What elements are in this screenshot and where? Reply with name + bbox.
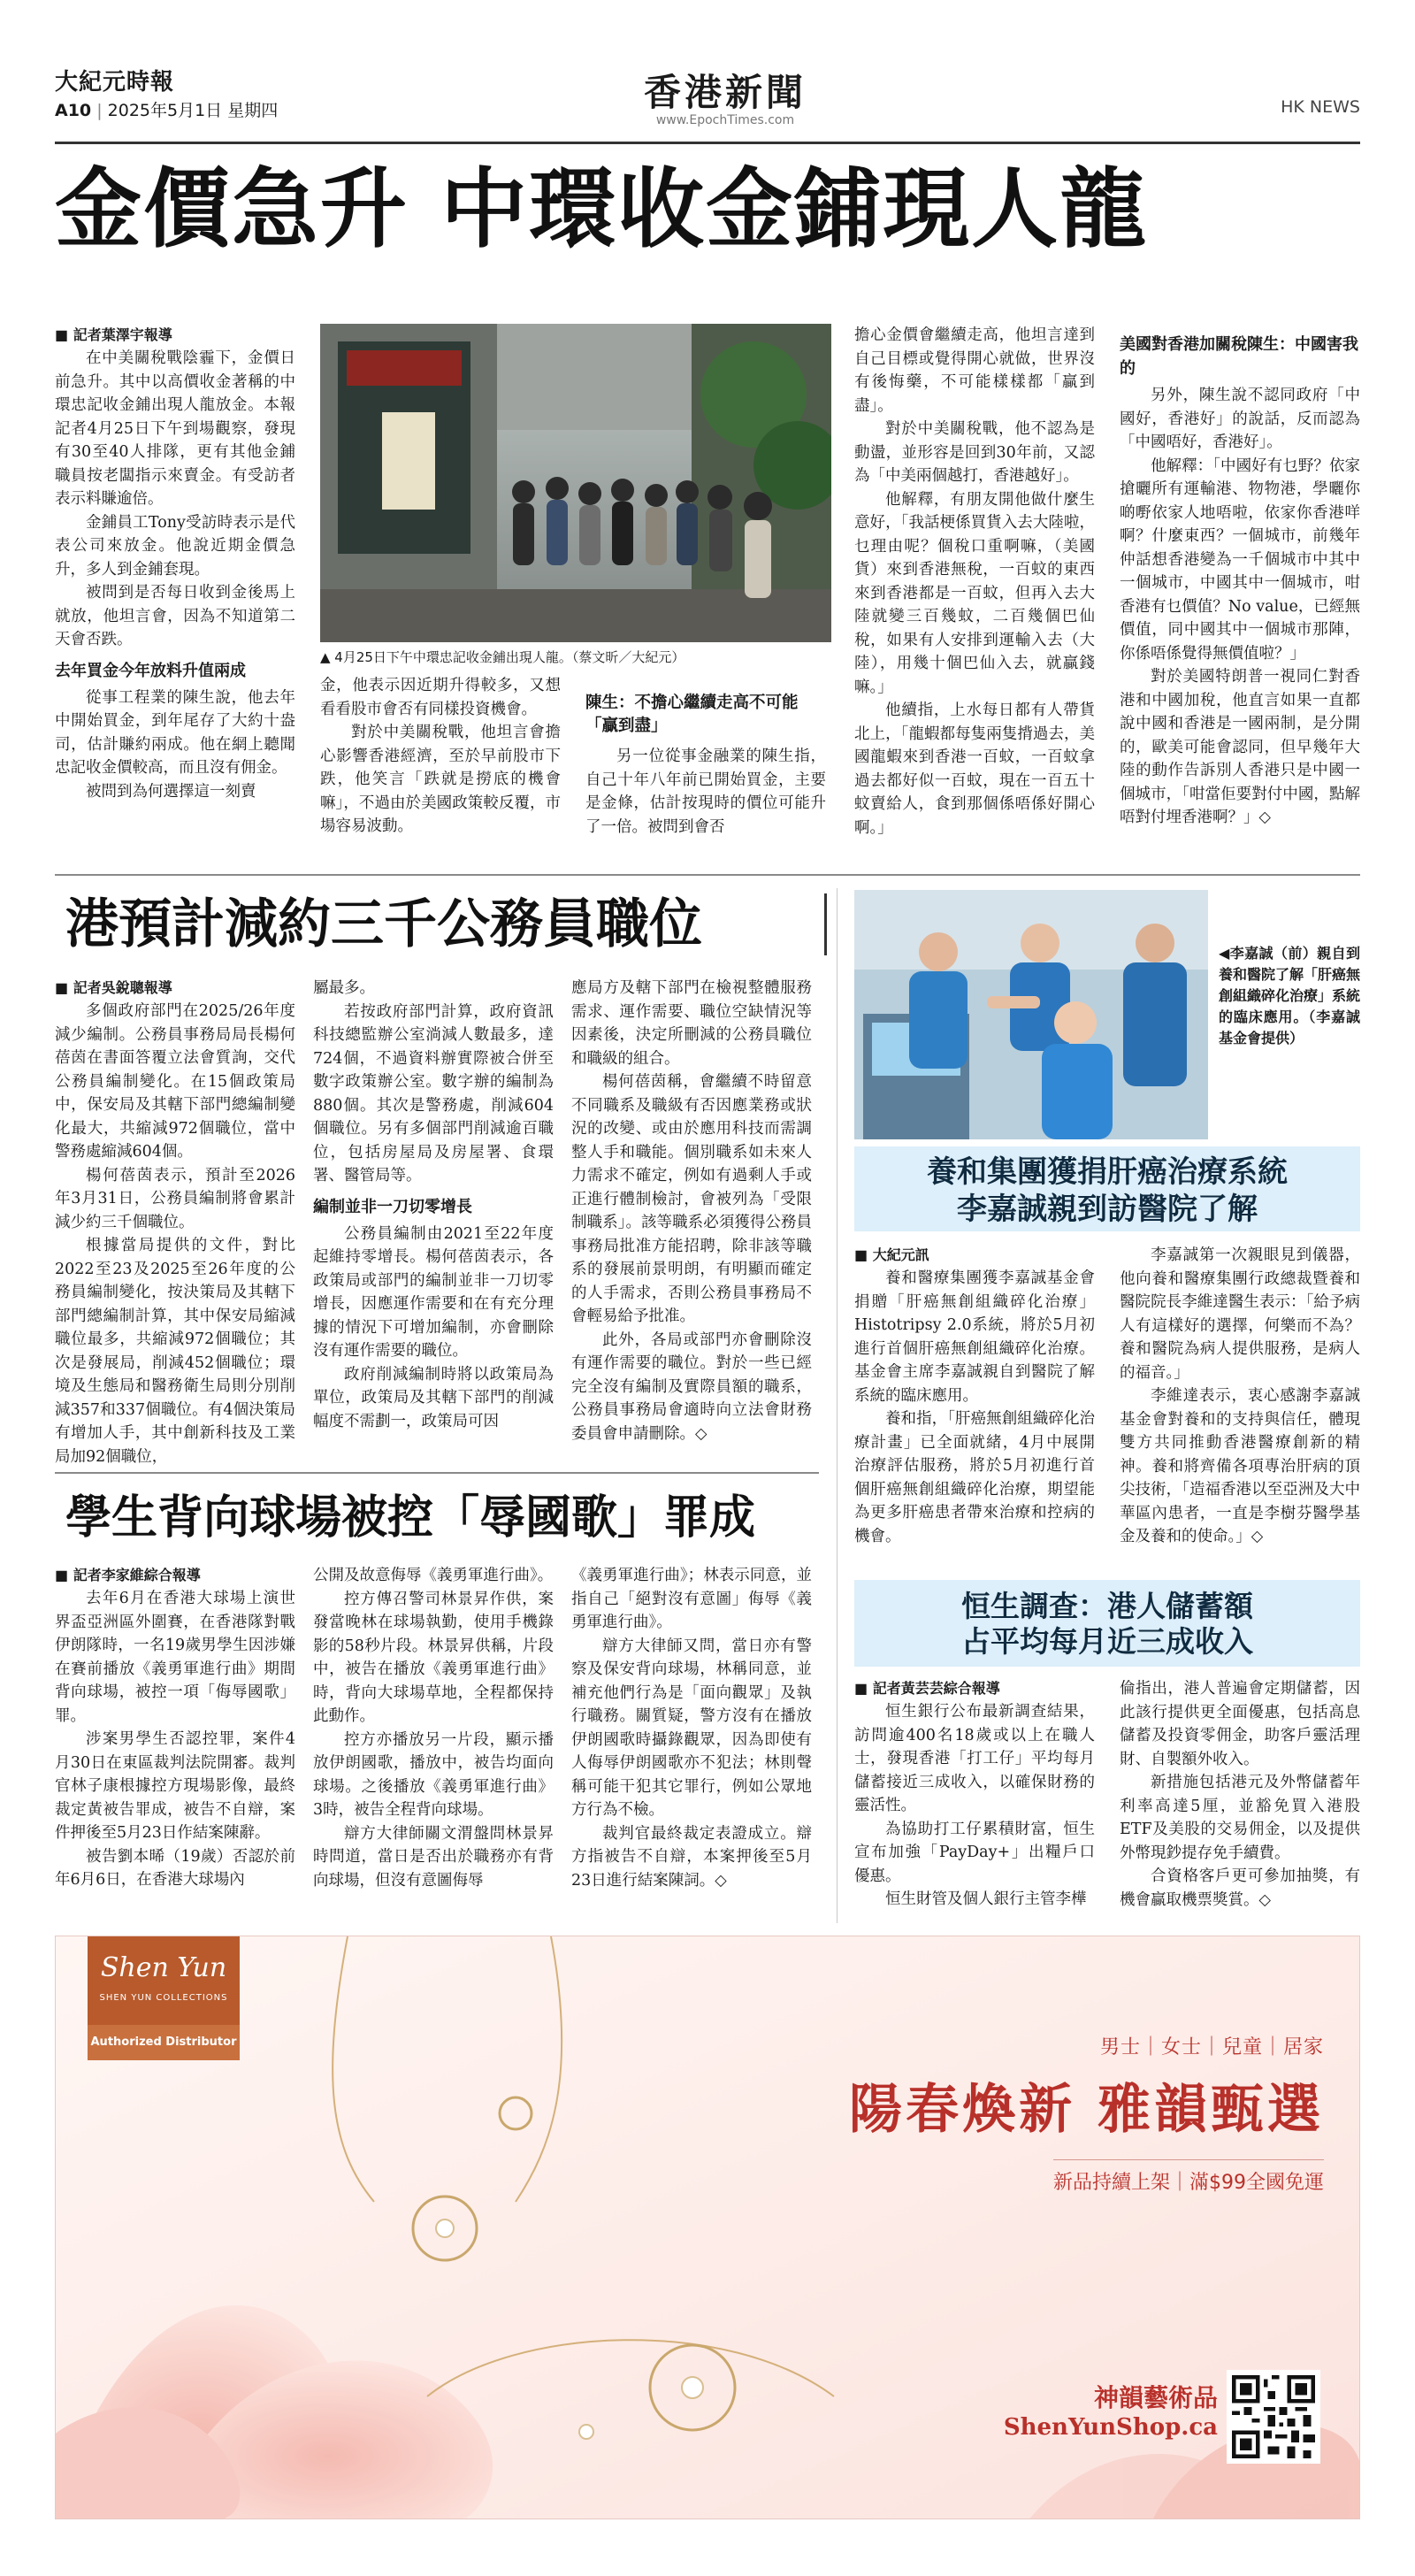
column-divider bbox=[837, 888, 838, 1923]
li-ka-shing-photo-caption: ◀李嘉誠（前）親自到養和醫院了解「肝癌無創組織碎化治療」系統的臨床應用。（李嘉誠基金會提供） bbox=[1219, 945, 1361, 1046]
story4-para: 李嘉誠第一次親眼見到儀器，他向養和醫療集團行政總裁暨養和醫院院長李維達醫生表示：「給予病人有這樣好的選擇，何樂而不為？養和醫院為病人提供服務，是病人的福音。」 bbox=[1120, 1246, 1360, 1382]
gold-shop-queue-illustration bbox=[320, 324, 831, 642]
story1-para: 另外，陳生說不認同政府「中國好，香港好」的說話，反而認為「中國唔好，香港好」。 bbox=[1120, 387, 1360, 451]
story1-col4 bbox=[854, 324, 1095, 840]
story1-col2 bbox=[320, 674, 561, 839]
story5-para: 恒生財管及個人銀行主管李樺 bbox=[885, 1890, 1087, 1908]
masthead bbox=[55, 64, 1360, 143]
story1-para: 在中美關稅戰陰霾下，金價日前急升。其中以高價收金著稱的中環忠記收金鋪出現人龍放金。本報記者4月25日下午到場觀察，發現有30至40人排隊，更有其他金鋪職員按老闆指示來賣金。有受訪者表示料賺逾倍。 bbox=[55, 349, 295, 508]
story5-para: 為協助打工仔累積財富，恒生宣布加強「PayDay+」出糧戶口優惠。 bbox=[854, 1820, 1095, 1885]
story1-para: 金鋪員工Tony受訪時表示是代表公司來放金。他說近期金價急升，多人到金鋪套現。 bbox=[55, 513, 295, 579]
shop-name-block[interactable] bbox=[970, 2379, 1218, 2441]
shop-url[interactable]: ShenYunShop.ca bbox=[1003, 2414, 1218, 2441]
story2-para: 政府削減編制時將以政策局為單位，政策局及其轄下部門的削減幅度不需劃一，政策局可因 bbox=[313, 1365, 554, 1430]
page-number: A10 bbox=[55, 101, 92, 120]
story5-headline-line1: 恒生調查：港人儲蓄額 bbox=[961, 1589, 1253, 1623]
story1-pull-quote: 陳生：不擔心繼續走高不可能「贏到盡」 bbox=[585, 694, 799, 735]
story1-byline: ■ 記者葉澤宇報導 bbox=[55, 326, 172, 343]
authorized-distributor-label: Authorized Distributor bbox=[88, 2025, 240, 2060]
story2-para: 公務員編制由2021至22年度起維持零增長。楊何蓓茵表示，各政策局或部門的編制並非一刀切零增長，因應運作需要和在有充分理據的情況下可增加編制，亦會刪除沒有運作需要的職位。 bbox=[313, 1224, 554, 1360]
gold-shop-queue-photo bbox=[320, 324, 831, 642]
story3-para: 裁判官最終裁定表證成立。辯方指被告不自辯，本案押後至5月23日進行結案陳詞。◇ bbox=[571, 1824, 812, 1890]
story4-para: 李維達表示，衷心感謝李嘉誠基金會對養和的支持與信任，體現雙方共同推動香港醫療創新的精神。養和將齊備各項專治肝病的頂尖技術，「造福香港以至亞洲及大中華區內患者，一直是李樹芬醫學基金及養和的使命。」◇ bbox=[1120, 1387, 1360, 1545]
page-date: 2025年5月1日 星期四 bbox=[107, 101, 279, 120]
story5-col2 bbox=[1120, 1677, 1360, 1912]
page-info bbox=[55, 97, 278, 121]
story2-subhead: 編制並非一刀切零增長 bbox=[313, 1197, 472, 1216]
hospital-visit-illustration bbox=[854, 890, 1208, 1139]
story5-col1 bbox=[854, 1677, 1095, 1912]
story2-para: 若按政府部門計算，政府資訊科技總監辦公室淌減人數最多，達724個，不過資料辦實際被合併至數字政策辦公室。數字辦的編制為880個。其次是警務處，削減604個職位。另有多個部門削減逾百職位，包括房屋局及房屋署、食環署、醫管局等。 bbox=[313, 1002, 554, 1184]
story1-subhead: 去年買金今年放料升值兩成 bbox=[55, 661, 246, 680]
story3-col1 bbox=[55, 1564, 295, 1892]
story3-para: 辯方大律師又問，當日亦有警察及保安背向球場，林稱同意，並補充他們行為是「面向觀眾」及執行職務。關質疑，警方沒有在播放伊朗國歌時攝錄觀眾，因為即使有人侮辱伊朗國歌亦不犯法；林則聲稱可能干犯其它罪行，例如公眾地方行為不檢。 bbox=[571, 1637, 812, 1819]
story5-para: 新措施包括港元及外幣儲蓄年利率高達5厘，並豁免買入港股ETF及美股的交易佣金，以及提供外幣現鈔提存免手續費。 bbox=[1120, 1774, 1360, 1862]
qr-code-icon bbox=[1232, 2375, 1315, 2458]
story2-para: 屬最多。 bbox=[313, 979, 375, 997]
story1-col1 bbox=[55, 324, 295, 803]
story1-para: 對於美國特朗普一視同仁對香港和中國加稅，他直言如果一直都說中國和香港是一國兩制，是分開的，歐美可能會認同，但早幾年大陸的動作告訴別人香港只是中國一個城市，「咁當佢要對付中國，點解唔對付埋香港啊？」◇ bbox=[1120, 668, 1360, 826]
story4-headline-line2: 李嘉誠親到訪醫院了解 bbox=[957, 1192, 1258, 1227]
shop-name-cn: 神韻藝術品 bbox=[1093, 2383, 1218, 2412]
story1-subhead: 美國對香港加關稅陳生：中國害我的 bbox=[1120, 335, 1358, 378]
li-ka-shing-hospital-photo bbox=[854, 890, 1208, 1139]
story4-col2 bbox=[1120, 1244, 1360, 1549]
story2-headline: 港預計減約三千公務員職位 bbox=[65, 893, 702, 955]
story2-para: 多個政府部門在2025/26年度減少編制。公務員事務局局長楊何蓓茵在書面答覆立法會質詢，交代公務員編制變化。在15個政策局中，保安局及其轄下部門總編制變化最大，共縮減972個職位，當中警務處縮減604個。 bbox=[55, 1002, 295, 1161]
story1-para: 對於中美關稅戰，他坦言會擔心影響香港經濟，至於早前股市下跌，他笑言「跌就是撈底的機會嘛」，不過由於美國政策較反覆，市場容易波動。 bbox=[320, 724, 561, 835]
story3-headline: 學生背向球場被控「辱國歌」罪成 bbox=[65, 1491, 756, 1545]
story2-para: 此外，各局或部門亦會刪除沒有運作需要的職位。對於一些已經完全沒有編制及實際員額的職系，公務員事務局會適時向立法會財務委員會申請刪除。◇ bbox=[571, 1330, 812, 1443]
story1-para: 對於中美關稅戰，他不認為是動盪，並形容是回到30年前，又認為「中美兩個越打，香港越好」。 bbox=[854, 420, 1095, 485]
story2-col1 bbox=[55, 977, 295, 1468]
story3-para: 控方傳召警司林景昇作供，案發當晚林在球場執勤，使用手機錄影的58秒片段。林景昇供稱，片段中，被告在播放《義勇軍進行曲》時，背向大球場草地，全程都保持此動作。 bbox=[313, 1590, 554, 1725]
shen-yun-logo-block[interactable] bbox=[88, 1936, 240, 2060]
story1-col5 bbox=[1120, 333, 1360, 830]
story5-byline: ■ 記者黃芸芸綜合報導 bbox=[854, 1680, 1000, 1697]
section-title-en: HK NEWS bbox=[1281, 97, 1360, 117]
story1-col3 bbox=[585, 692, 826, 839]
newspaper-logo: 大紀元時報 bbox=[55, 69, 175, 96]
story5-headline-box bbox=[854, 1580, 1360, 1667]
story3-para: 公開及故意侮辱《義勇軍進行曲》。 bbox=[313, 1567, 554, 1584]
story4-col1 bbox=[854, 1244, 1095, 1548]
shen-yun-advertisement[interactable] bbox=[55, 1936, 1360, 2519]
story3-para: 《義勇軍進行曲》；林表示同意，並指自己「絕對沒有意圖」侮辱《義勇軍進行曲》。 bbox=[571, 1567, 812, 1631]
story2-para: 楊何蓓茵表示，預計至2026年3月31日，公務員編制將會累計減少約三千個職位。 bbox=[55, 1166, 295, 1231]
gold-shop-photo-caption: ▲ 4月25日下午中環忠記收金鋪出現人龍。（蔡文昕／大紀元） bbox=[320, 649, 685, 665]
story5-para: 合資格客戶更可參加抽獎，有機會贏取機票獎賞。◇ bbox=[1120, 1867, 1360, 1909]
story4-headline-line1: 養和集團獲捐肝癌治療系統 bbox=[927, 1154, 1288, 1190]
qr-code[interactable] bbox=[1227, 2370, 1320, 2464]
story2-headline-rule bbox=[824, 893, 827, 955]
section-title: 香港新聞 bbox=[643, 71, 807, 114]
story2-col3 bbox=[571, 977, 812, 1445]
story1-para: 他續指，上水每日都有人帶貨北上，「龍蝦都每隻兩隻揹過去，美國龍蝦來到香港一百蚊，一百蚊拿過去都好似一百蚊，現在一百五十蚊賣給人，食到那個係唔係好開心啊。」 bbox=[854, 702, 1095, 837]
story2-para: 根據當局提供的文件，對比2022至23及2025至26年度的公務員編制變化，按決策局及其轄下部門總編制計算，其中保安局縮減職位最多，共縮減972個職位；其次是發展局，削減452個職位；環境及生態局和醫務衛生局則分別削減357和337個職位。有4個決策局有增加人手，其中創新科技及工業局加92個職位， bbox=[55, 1237, 295, 1466]
story3-byline: ■ 記者李家維綜合報導 bbox=[55, 1567, 201, 1583]
story3-para: 去年6月在香港大球場上演世界盃亞洲區外圍賽，在香港隊對戰伊朗隊時，一名19歲男學生因涉嫌在賽前播放《義勇軍進行曲》期間背向球場，被控一項「侮辱國歌」罪。 bbox=[55, 1590, 295, 1725]
story5-para: 倫指出，港人普遍會定期儲蓄，因此該行提供更全面優惠，包括高息儲蓄及投資零佣金，助客戶靈活理財、自製額外收入。 bbox=[1120, 1680, 1360, 1768]
story1-headline: 金價急升 中環收金鋪現人龍 bbox=[55, 158, 1149, 260]
story1-para: 他解釋：「中國好有乜野？依家搶曬所有運輸港、物物港，學曬你啲嘢依家人地唔啦，依家你香港咩啊？什麼東西？一個城市，前幾年仲話想香港變為一千個城市中其中一個城市，中國其中一個城市，咁香港有乜價值？No value，已經無價值，同中國其中一個城市那陣，你係唔係覺得無價值啦？」 bbox=[1120, 456, 1360, 663]
story2-para: 楊何蓓茵稱，會繼續不時留意不同職系及職級有否因應業務或狀況的改變、或由於應用科技而需調整人手和職能。個別職系如未來人力需求不確定，例如有過剩人手或正進行體制檢討，會被列為「受限制職系」。該等職系必須獲得公務員事務局批准方能招聘，除非該等職系的發展前景明朗，有明顯而確定的人手需求，否則公務員事務局不會輕易給予批准。 bbox=[571, 1073, 812, 1325]
story3-para: 涉案男學生否認控罪，案件4月30日在東區裁判法院開審。裁判官林子康根據控方現場影像，最終裁定黃被告罪成，被告不自辯，案件押後至5月23日作結案陳辭。 bbox=[55, 1730, 295, 1842]
ad-promo: 新品持續上架｜滿$99全國免運 bbox=[1053, 2159, 1324, 2195]
story3-para: 被告劉本晞（19歲）否認於前年6月6日，在香港大球場內 bbox=[55, 1847, 295, 1889]
story3-col3 bbox=[571, 1564, 812, 1892]
masthead-rule bbox=[55, 142, 1360, 144]
story1-para: 被問到是否每日收到金後馬上就放，他坦言會，因為不知道第二天會否跌。 bbox=[55, 584, 295, 648]
story4-para: 養和醫療集團獲李嘉誠基金會捐贈「肝癌無創組織碎化治療」Histotripsy 2.0系統，將於5月初進行首個肝癌無創組織碎化治療。基金會主席李嘉誠親自到醫院了解系統的臨床應用。 bbox=[854, 1269, 1095, 1405]
story2-byline: ■ 記者吳銳聰報導 bbox=[55, 979, 172, 996]
story5-para: 恒生銀行公布最新調查結果，訪問逾400名18歲或以上在職人士，發現香港「打工仔」平均每月儲蓄接近三成收入，以確保財務的靈活性。 bbox=[854, 1703, 1095, 1814]
shen-yun-logo-text: SHEN YUN COLLECTIONS bbox=[99, 1993, 228, 2003]
ad-slogan: 陽春煥新 雅韻甄選 bbox=[849, 2079, 1324, 2141]
story1-para: 從事工程業的陳生說，他去年中開始買金，到年尾存了大約十盎司，估計賺約兩成。他在網上聽聞忠記收金價較高，而且沒有佣金。 bbox=[55, 688, 295, 777]
story1-para: 擔心金價會繼續走高，他坦言達到自己目標或覺得開心就做，世界沒有後悔藥，不可能樣樣都「贏到盡」。 bbox=[854, 326, 1095, 415]
story3-para: 辯方大律師關文渭盤問林景昇時問道，當日是否出於職務亦有背向球場，但沒有意圖侮辱 bbox=[313, 1824, 554, 1890]
story3-para: 控方亦播放另一片段，顯示播放伊朗國歌，播放中，被告均面向球場。之後播放《義勇軍進行曲》3時，被告全程背向球場。 bbox=[313, 1730, 554, 1819]
story2-col2 bbox=[313, 977, 554, 1433]
story4-para: 養和指，「肝癌無創組織碎化治療計畫」已全面就緒，4月中展開治療評估服務，將於5月初進行首個肝癌無創組織碎化治療，期望能為更多肝癌患者帶來治療和控病的機會。 bbox=[854, 1410, 1095, 1545]
story4-byline: ■ 大紀元訊 bbox=[854, 1246, 929, 1263]
story2-bottom-rule bbox=[55, 1472, 819, 1474]
story1-para: 另一位從事金融業的陳生指，自己十年八年前已開始買金，主要是金條，估計按現時的價位可能升了一倍。被問到會否 bbox=[585, 748, 826, 836]
story1-para: 金，他表示因近期升得較多，又想看看股市會否有同樣投資機會。 bbox=[320, 677, 561, 718]
story4-headline-box bbox=[854, 1146, 1360, 1231]
story3-col2 bbox=[313, 1564, 554, 1892]
shen-yun-logo-mark: Shen Yun bbox=[100, 1952, 227, 1983]
story1-para: 被問到為何選擇這一刻賣 bbox=[86, 782, 256, 801]
story5-headline-line2: 占平均每月近三成收入 bbox=[961, 1624, 1253, 1659]
story1-para: 他解釋，有朋友開他做什麼生意好，「我話梗係買貨入去大陸啦，乜理由呢？個稅口重啊嘛，（美國貨）來到香港無稅，一百蚊的東西來到香港都是一百蚊，但再入去大陸就變三百幾蚊，二百幾個巴仙稅，如果有人安排到運輸入去（大陸），用幾十個巴仙入去，就贏錢嘛。」 bbox=[854, 490, 1095, 696]
website-url: www.EpochTimes.com bbox=[655, 113, 795, 127]
page-divider: | bbox=[96, 101, 108, 120]
ad-categories: 男士｜女士｜兒童｜居家 bbox=[1099, 2036, 1324, 2058]
story1-bottom-rule bbox=[55, 874, 1360, 876]
story2-para: 應局方及轄下部門在檢視整體服務需求、運作需要、職位空缺情況等因素後，決定所刪減的公務員職位和職級的組合。 bbox=[571, 979, 812, 1068]
